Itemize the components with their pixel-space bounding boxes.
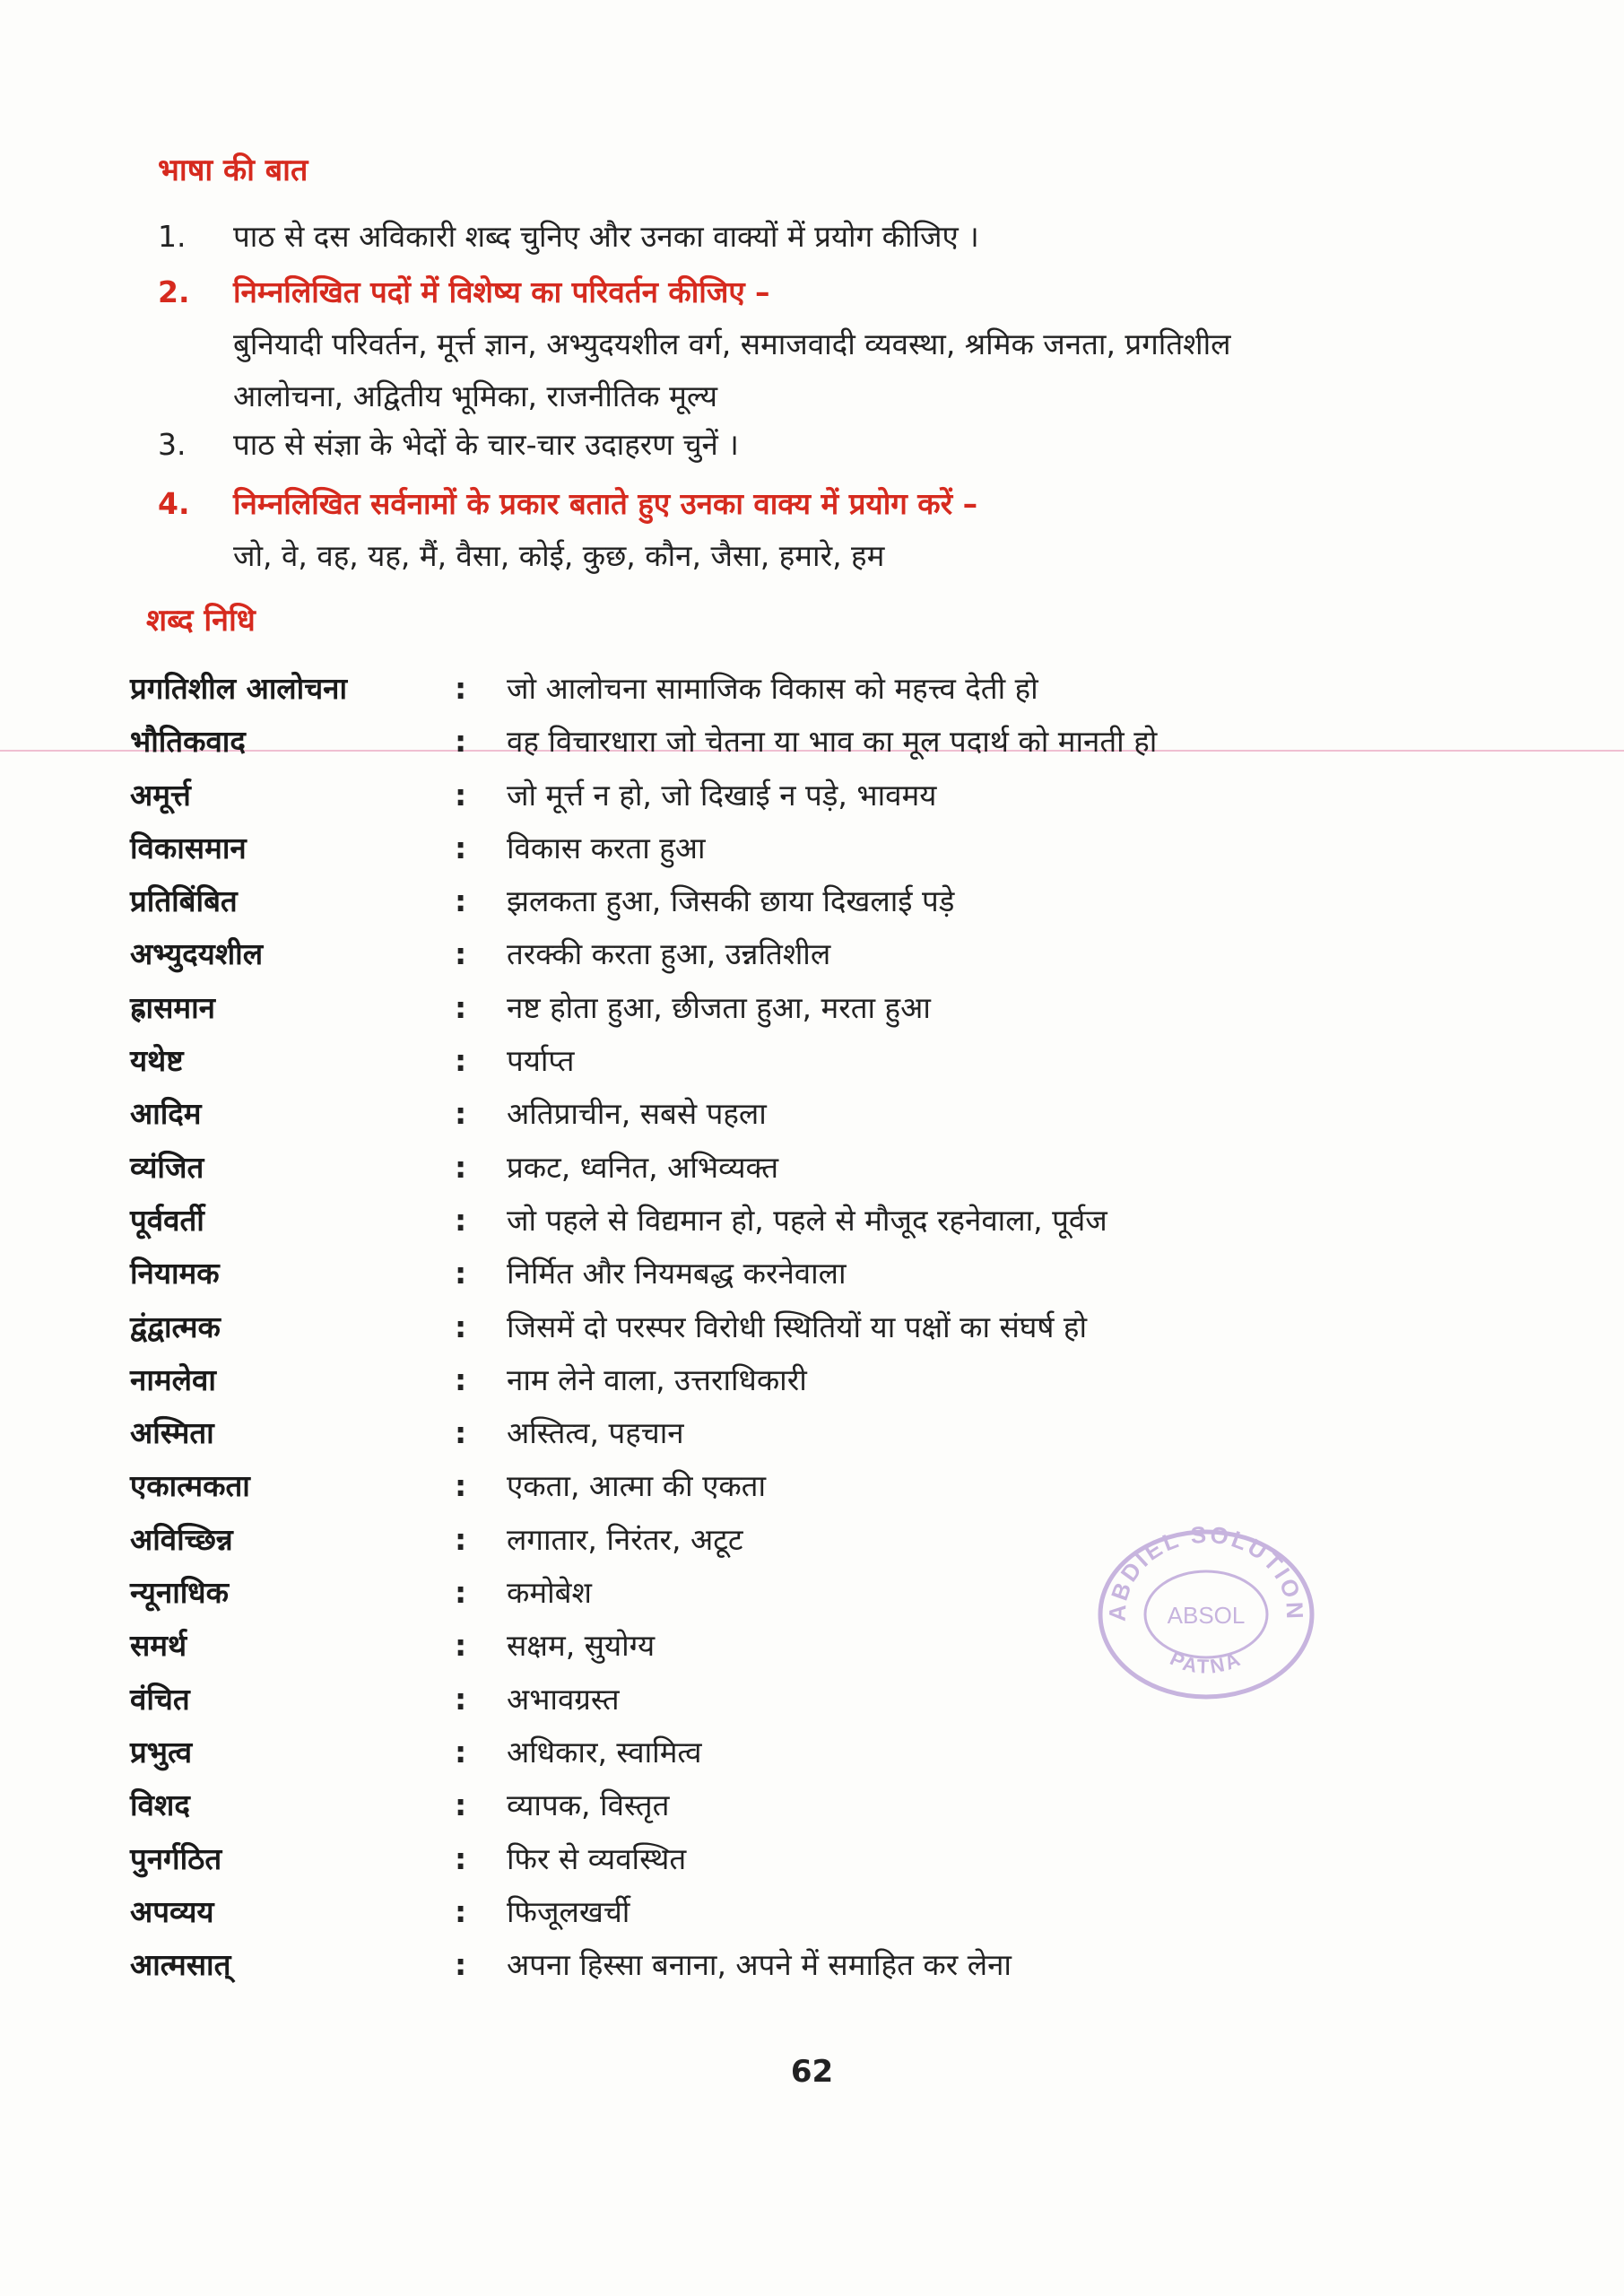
glossary-term: अभ्युदयशील <box>130 936 264 972</box>
glossary-colon: : <box>455 936 467 972</box>
glossary-meaning: नाम लेने वाला, उत्तराधिकारी <box>507 1361 807 1397</box>
glossary-term: यथेष्ट <box>130 1043 184 1079</box>
glossary-colon: : <box>455 1628 467 1664</box>
question-number: 2. <box>158 274 190 309</box>
glossary-row <box>130 874 1520 927</box>
question-text: निम्नलिखित पदों में विशेष्य का परिवर्तन कीजिए – <box>233 274 770 309</box>
glossary-term: अविच्छिन्न <box>130 1521 233 1557</box>
glossary-term: आत्मसात् <box>130 1947 231 1983</box>
rubber-stamp <box>1090 1525 1323 1704</box>
glossary-meaning: तरक्की करता हुआ, उन्नतिशील <box>507 936 831 972</box>
glossary-term: समर्थ <box>130 1628 187 1664</box>
question-2 <box>158 267 1534 420</box>
glossary-colon: : <box>455 1734 467 1770</box>
glossary-colon: : <box>455 1947 467 1983</box>
glossary-term: नामलेवा <box>130 1361 216 1397</box>
glossary-list <box>130 662 1520 1991</box>
glossary-meaning: कमोबेश <box>507 1575 592 1611</box>
glossary-row <box>130 1885 1520 1938</box>
glossary-term: नियामक <box>130 1256 220 1292</box>
glossary-meaning: व्यापक, विस्तृत <box>507 1787 670 1823</box>
glossary-row <box>130 822 1520 874</box>
glossary-meaning: लगातार, निरंतर, अटूट <box>507 1521 743 1557</box>
glossary-colon: : <box>455 1415 467 1451</box>
glossary-colon: : <box>455 1521 467 1557</box>
glossary-colon: : <box>455 1043 467 1079</box>
glossary-term: अस्मिता <box>130 1415 214 1451</box>
page-number: 62 <box>790 2054 834 2090</box>
glossary-colon: : <box>455 989 467 1025</box>
glossary-row <box>130 1459 1520 1512</box>
glossary-meaning: अधिकार, स्वामित्व <box>507 1734 702 1770</box>
glossary-colon: : <box>455 883 467 919</box>
glossary-meaning: जो पहले से विद्यमान हो, पहले से मौजूद रहनेवाला, पूर्वज <box>507 1202 1107 1238</box>
glossary-meaning: झलकता हुआ, जिसकी छाया दिखलाई पड़े <box>507 883 955 919</box>
glossary-row <box>130 1938 1520 1991</box>
glossary-meaning: फिर से व्यवस्थित <box>507 1840 687 1876</box>
question-detail-line: आलोचना, अद्वितीय भूमिका, राजनीतिक मूल्य <box>233 378 718 413</box>
glossary-meaning: नष्ट होता हुआ, छीजता हुआ, मरता हुआ <box>507 989 931 1025</box>
glossary-term: प्रतिबिंबित <box>130 883 238 919</box>
glossary-meaning: विकास करता हुआ <box>507 830 706 865</box>
glossary-meaning: अपना हिस्सा बनाना, अपने में समाहित कर लेना <box>507 1947 1012 1983</box>
glossary-meaning: वह विचारधारा जो चेतना या भाव का मूल पदार्थ को मानती हो <box>507 724 1158 760</box>
stamp-inner-text: ABSOL <box>1167 1602 1246 1629</box>
glossary-meaning: फिजूलखर्ची <box>507 1893 630 1929</box>
shabd-nidhi-heading: शब्द निधि <box>146 603 256 639</box>
question-text: निम्नलिखित सर्वनामों के प्रकार बताते हुए उनका वाक्य में प्रयोग करें – <box>233 486 978 521</box>
stamp-outer-text: ABDIEL SOLUTION <box>1103 1525 1309 1622</box>
glossary-meaning: जिसमें दो परस्पर विरोधी स्थितियों या पक्षों का संघर्ष हो <box>507 1309 1087 1344</box>
glossary-term: एकात्मकता <box>130 1468 250 1504</box>
glossary-term: व्यंजित <box>130 1149 204 1185</box>
glossary-row <box>130 715 1520 768</box>
glossary-term: वंचित <box>130 1681 190 1717</box>
glossary-term: प्रगतिशील आलोचना <box>130 671 348 706</box>
glossary-row <box>130 1832 1520 1885</box>
glossary-term: ह्रासमान <box>130 989 215 1025</box>
glossary-colon: : <box>455 671 467 706</box>
glossary-meaning: अतिप्राचीन, सबसे पहला <box>507 1096 767 1132</box>
stamp-bottom-text: PATNA <box>1166 1647 1246 1678</box>
question-4 <box>158 479 1534 579</box>
glossary-meaning: एकता, आत्मा की एकता <box>507 1468 767 1504</box>
glossary-colon: : <box>455 830 467 865</box>
glossary-colon: : <box>455 1096 467 1132</box>
glossary-colon: : <box>455 1468 467 1504</box>
bhasha-ki-baat-heading: भाषा की बात <box>158 152 308 188</box>
glossary-term: पूर्ववर्ती <box>130 1202 204 1238</box>
glossary-meaning: अभावग्रस्त <box>507 1681 620 1717</box>
glossary-colon: : <box>455 1575 467 1611</box>
glossary-colon: : <box>455 1840 467 1876</box>
glossary-meaning: प्रकट, ध्वनित, अभिव्यक्त <box>507 1149 779 1185</box>
question-detail-line: जो, वे, वह, यह, मैं, वैसा, कोई, कुछ, कौन, जैसा, हमारे, हम <box>233 538 885 573</box>
glossary-row <box>130 1353 1520 1406</box>
question-text: पाठ से दस अविकारी शब्द चुनिए और उनका वाक्यों में प्रयोग कीजिए । <box>233 219 979 254</box>
question-detail-line: बुनियादी परिवर्तन, मूर्त्त ज्ञान, अभ्युदयशील वर्ग, समाजवादी व्यवस्था, श्रमिक जनता, प्रगतिशील <box>233 326 1231 361</box>
glossary-row <box>130 1300 1520 1353</box>
glossary-colon: : <box>455 724 467 760</box>
glossary-row <box>130 1726 1520 1779</box>
glossary-row <box>130 769 1520 822</box>
glossary-meaning: सक्षम, सुयोग्य <box>507 1628 656 1664</box>
glossary-row <box>130 1141 1520 1194</box>
glossary-row <box>130 1194 1520 1247</box>
glossary-term: विशद <box>130 1787 190 1823</box>
glossary-term: प्रभुत्व <box>130 1734 193 1770</box>
glossary-row <box>130 1247 1520 1300</box>
glossary-meaning: निर्मित और नियमबद्ध करनेवाला <box>507 1256 847 1292</box>
glossary-row <box>130 1034 1520 1087</box>
glossary-term: न्यूनाधिक <box>130 1575 229 1611</box>
glossary-term: अपव्यय <box>130 1893 214 1929</box>
question-3 <box>158 420 1534 470</box>
glossary-colon: : <box>455 777 467 813</box>
glossary-colon: : <box>455 1202 467 1238</box>
glossary-meaning: अस्तित्व, पहचान <box>507 1415 684 1451</box>
glossary-term: भौतिकवाद <box>130 724 246 760</box>
glossary-row <box>130 1779 1520 1831</box>
question-1 <box>158 212 1534 262</box>
glossary-colon: : <box>455 1681 467 1717</box>
question-number: 4. <box>158 486 190 521</box>
glossary-term: अमूर्त्त <box>130 777 191 813</box>
glossary-term: द्वंद्वात्मक <box>130 1309 221 1344</box>
glossary-colon: : <box>455 1149 467 1185</box>
glossary-row <box>130 662 1520 715</box>
question-text: पाठ से संज्ञा के भेदों के चार-चार उदाहरण चुनें । <box>233 427 739 462</box>
glossary-term: विकासमान <box>130 830 247 865</box>
glossary-colon: : <box>455 1893 467 1929</box>
glossary-colon: : <box>455 1787 467 1823</box>
glossary-meaning: जो मूर्त्त न हो, जो दिखाई न पड़े, भावमय <box>507 777 937 813</box>
glossary-meaning: पर्याप्त <box>507 1043 575 1079</box>
question-number: 3. <box>158 427 187 462</box>
glossary-term: आदिम <box>130 1096 202 1132</box>
glossary-term: पुनर्गठित <box>130 1840 222 1876</box>
glossary-meaning: जो आलोचना सामाजिक विकास को महत्त्व देती हो <box>507 671 1038 706</box>
glossary-row <box>130 981 1520 1034</box>
glossary-row <box>130 1087 1520 1140</box>
glossary-colon: : <box>455 1361 467 1397</box>
glossary-row <box>130 1406 1520 1459</box>
glossary-row <box>130 927 1520 980</box>
glossary-colon: : <box>455 1256 467 1292</box>
glossary-colon: : <box>455 1309 467 1344</box>
question-number: 1. <box>158 219 187 254</box>
